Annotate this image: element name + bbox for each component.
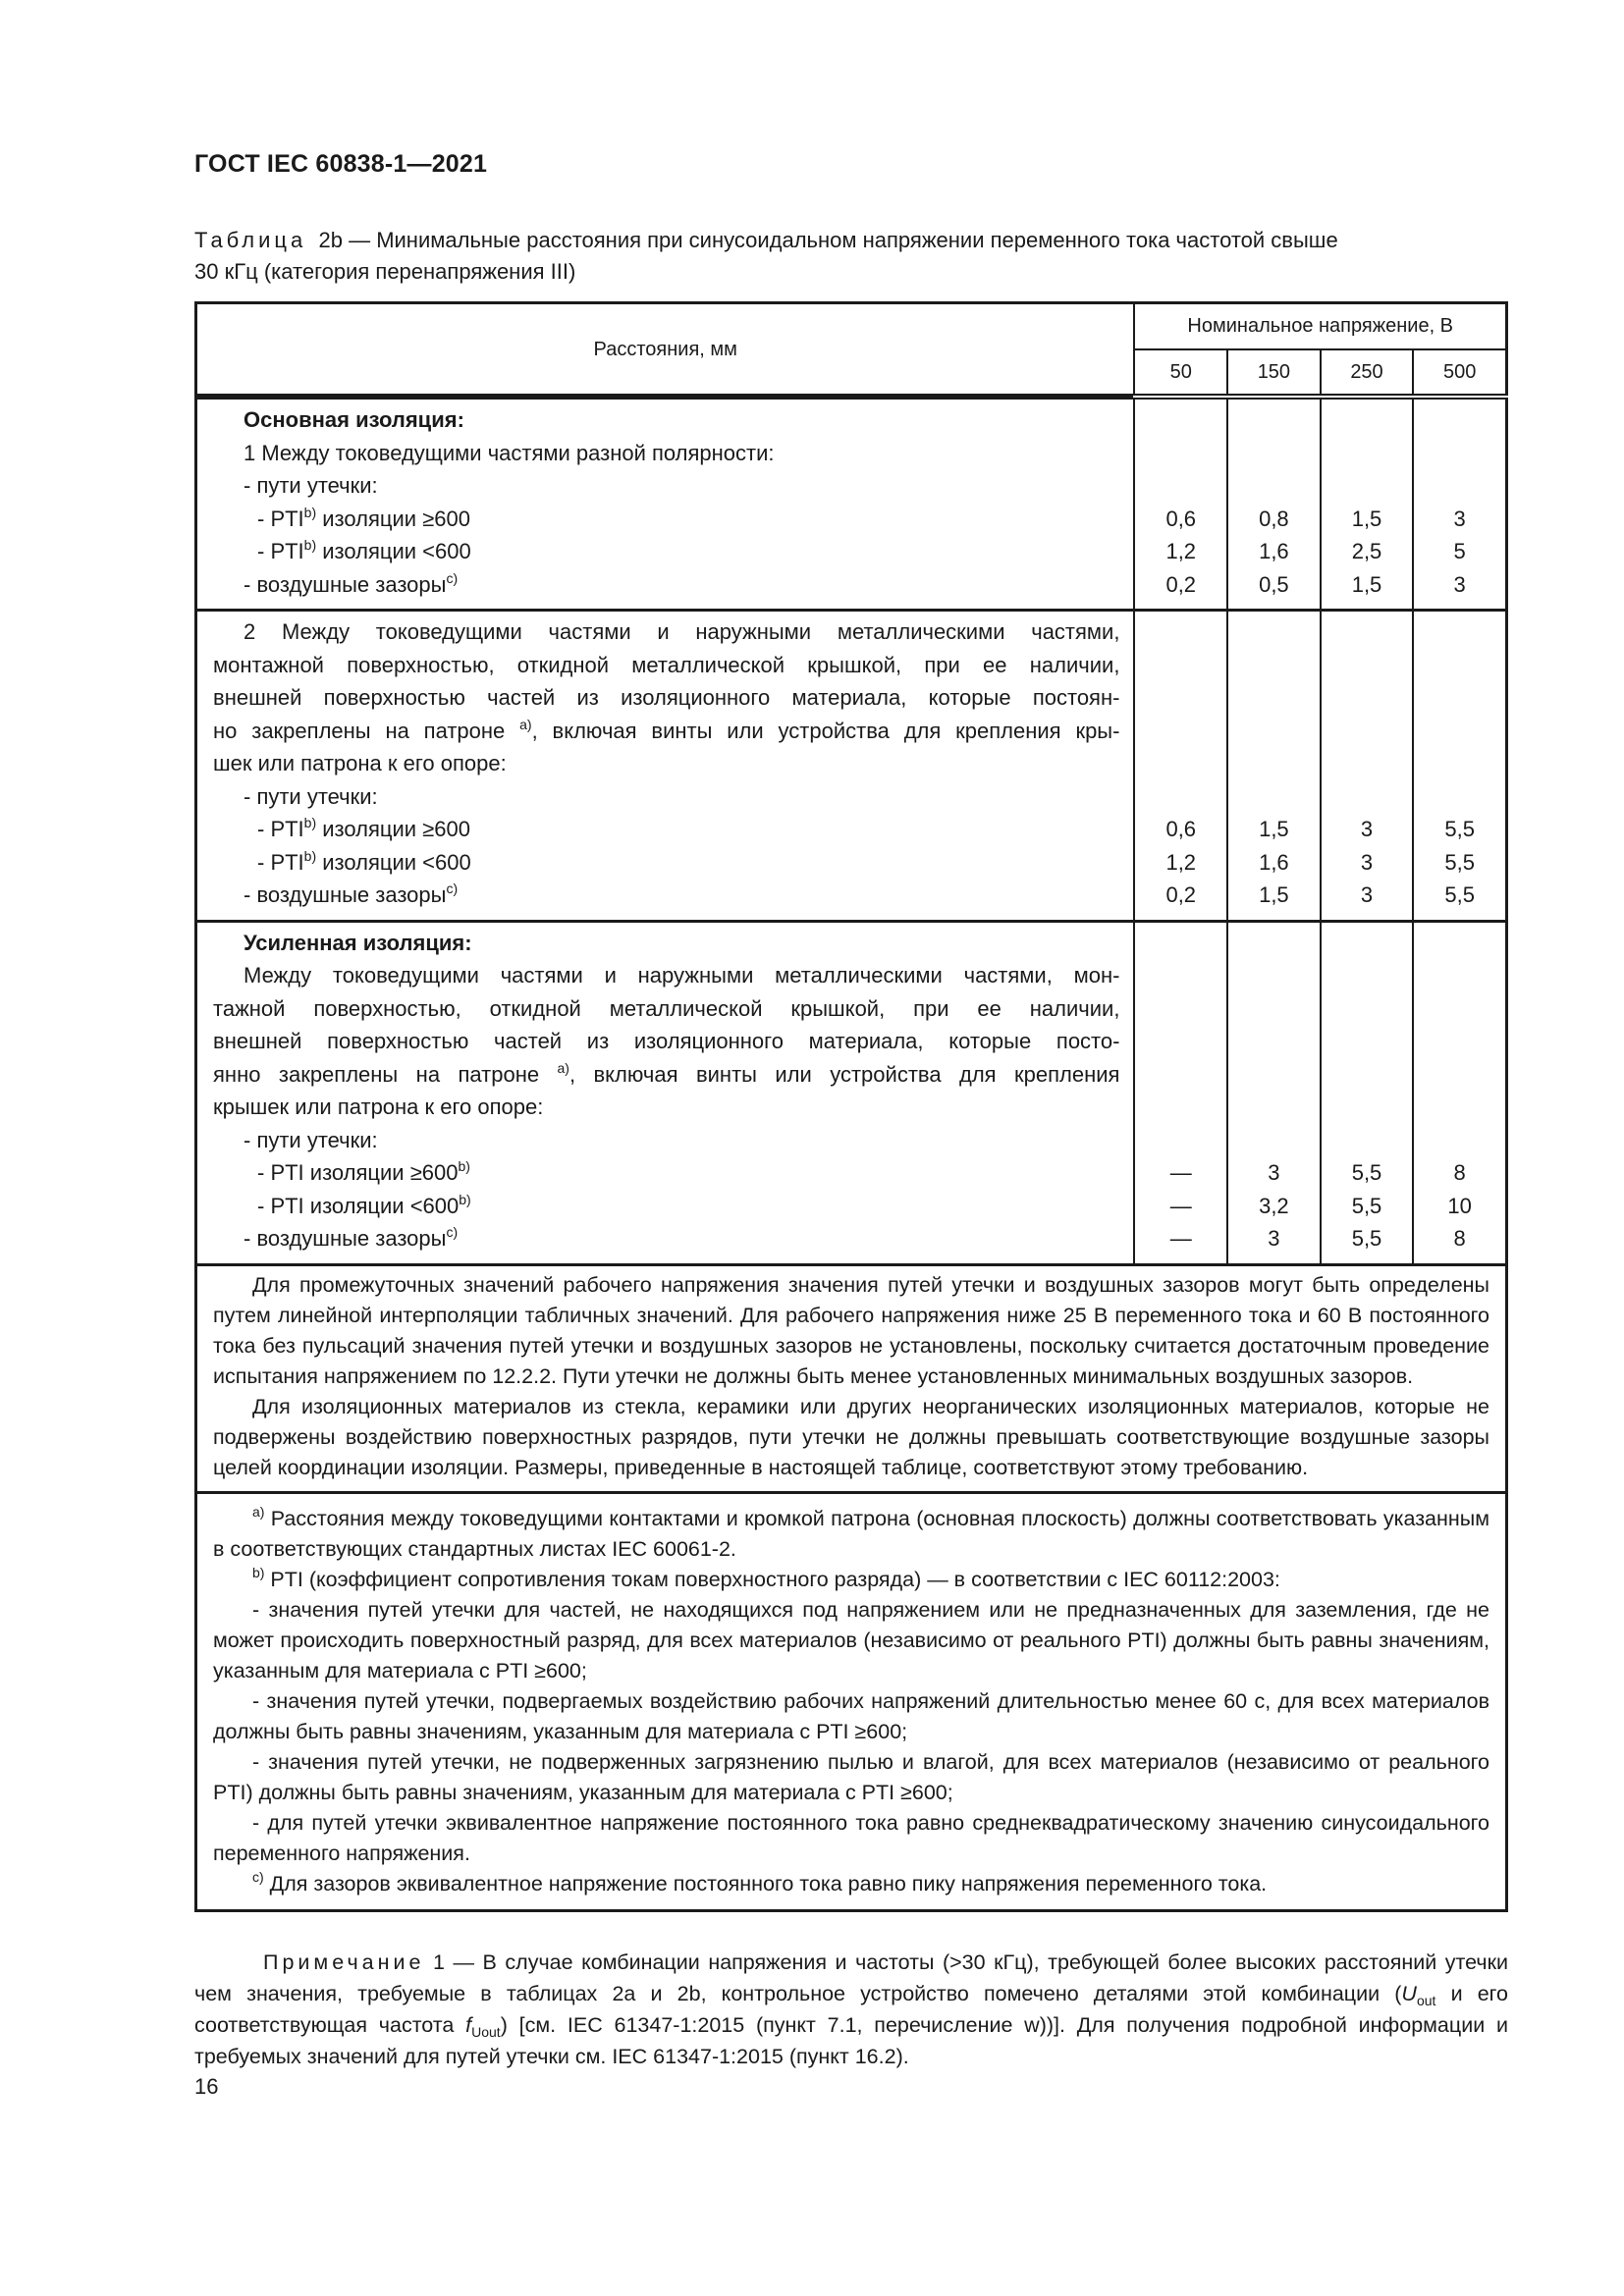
value-cell: 0,5 [1259,571,1289,597]
creepage-label: - пути утечки: [244,473,378,498]
values-50v [1134,397,1227,611]
value-cell: 3 [1360,849,1374,875]
row-label: - воздушные зазоры$^{c)}$ [244,1224,459,1251]
value-cell: 1,5 [1351,571,1382,597]
value-cell: 8 [1453,1160,1466,1185]
row-label: - PTI изоляции $<600^{b)}$ [257,1191,471,1218]
values-250v [1321,921,1414,1264]
header-voltage-group: Номинальное напряжение, В [1134,303,1506,350]
value-cell: 3 [1268,1226,1280,1251]
section-reinforced-insulation [196,921,1507,1264]
value-cell: 5,5 [1444,882,1475,907]
clearance-table [194,301,1508,1912]
page-number: 16 [194,2074,219,2099]
paragraph-line: но закреплены на патроне $^{a)}$, включая винты или устройства для крепления кры- [213,716,1120,743]
row-label: - PTI$^{b)}$ изоляции <600 [257,537,471,563]
value-cell: 3 [1268,1160,1280,1185]
value-cell: 1,5 [1351,506,1382,531]
section-basic-insulation [196,397,1507,611]
section-basic-insulation-external [196,611,1507,922]
table-notes [196,1264,1507,1492]
table-notes-row [196,1264,1507,1492]
header-voltage-250: 250 [1321,349,1414,397]
footnote-a: $^{a)}$ Расстояния между токоведущими контактами и кромкой патрона (основная плоскость) должны соответствовать указанным в соответствующих стандартных листах IEC 60061-2. [213,1503,1489,1561]
value-cell: 1,5 [1259,817,1289,841]
values-500v [1413,397,1506,611]
value-cell: 5 [1453,539,1466,563]
value-cell: 3,2 [1259,1193,1289,1218]
values-150v [1227,921,1321,1264]
section-subtitle: 1 Между токоведущими частями разной полярности: [244,440,775,465]
values-150v [1227,397,1321,611]
section-title: Усиленная изоляция: [244,930,472,955]
values-500v [1413,921,1506,1264]
footnote-b-item: - значения путей утечки, подвергаемых воздействию рабочих напряжений длительностью менее 60 с, для всех материалов должны быть равны значениям, указанным для материала с PTI ≥600; [213,1688,1489,1743]
value-cell: 3 [1453,506,1466,531]
row-label: - воздушные зазоры$^{c)}$ [244,569,459,597]
caption-label: Таблица [194,228,307,252]
header-voltage-50: 50 [1134,349,1227,397]
values-50v [1134,611,1227,922]
value-cell: 3 [1360,882,1374,907]
row-label: - PTI$^{b)}$ изоляции ≥600 [257,504,470,531]
paragraph-line: Между токоведущими частями и наружными металлическими частями, мон- [244,963,1120,988]
value-cell: 0,6 [1165,506,1197,531]
header-distance: Расстояния, мм [196,303,1135,398]
value-cell: 1,5 [1259,882,1289,907]
paragraph-line: внешней поверхностью частей из изоляционного материала, которые постоян- [213,685,1120,710]
row-label: - PTI изоляции $\ge 600^{b)}$ [257,1158,470,1185]
footnote-b-item: - значения путей утечки для частей, не находящихся под напряжением или не предназначенных для заземления, где не может происходить поверхностный разряд, для всех материалов (независимо от реального PTI) должны быть равны значениям, указанным для материала с PTI ≥600; [213,1597,1489,1682]
creepage-label: - пути утечки: [244,783,378,809]
values-250v [1321,611,1414,922]
value-cell: 1,2 [1165,849,1197,875]
value-cell: 0,6 [1165,817,1197,841]
value-cell: 3 [1360,817,1374,841]
value-cell: 5,5 [1351,1226,1382,1251]
paragraph-line: янно закреплены на патроне $^{a)}$, включая винты или устройства для крепления [213,1059,1120,1087]
value-cell: 5,5 [1444,849,1475,875]
section-3-description [196,921,1135,1264]
value-cell: 1,6 [1259,849,1289,875]
paragraph-line: шек или патрона к его опоре: [213,751,507,775]
note-paragraph: Для изоляционных материалов из стекла, керамики или других неорганических изоляционных материалов, которые не подвержены воздействию поверхностных разрядов, пути утечки не должны превышать соответствующие воздушные зазоры целей координации изоляции. Размеры, приведенные в настоящей таблице, соответствуют этому требованию. [213,1394,1489,1479]
section-1-description [196,397,1135,611]
value-cell: 0,8 [1259,506,1289,531]
document-title: ГОСТ IEC 60838-1—2021 [194,150,488,178]
note-1: Примечание 1 — В случае комбинации напряжения и частоты (>30 кГц), требующей более высоких расстояний утечки чем значения, требуемые в таблицах 2a и 2b, контрольное устройство помечено деталями этой комбинации ($U_{out}$ и его соответствующая частота $f_{Uout}$) [см. IEC 61347-1:2015 (пункт 7.1, перечисление w))]. Для получения подробной информации и требуемых значений для путей утечки см. IEC 61347-1:2015 (пункт 16.2). [194,1950,1509,2068]
paragraph-line: внешней поверхностью частей из изоляционного материала, которые посто- [213,1029,1120,1053]
footnote-b-item: - значения путей утечки, не подверженных загрязнению пылью и влагой, для всех материалов (независимо от реального PTI) должны быть равны значениям, указанным для материала с PTI ≥600; [213,1749,1489,1804]
header-voltage-500: 500 [1413,349,1506,397]
note-paragraph: Для промежуточных значений рабочего напряжения значения путей утечки и воздушных зазоров могут быть определены путем линейной интерполяции табличных значений. Для рабочего напряжения ниже 25 В переменного тока и 60 В постоянного тока без пульсаций значения путей утечки и воздушных зазоров не установлены, поскольку считается достаточным проведение испытания напряжением по 12.2.2. Пути утечки не должны быть менее установленных минимальных воздушных зазоров. [213,1272,1489,1388]
value-cell: 3 [1453,571,1466,597]
table-footnotes [196,1492,1507,1910]
value-cell: 2,5 [1351,539,1382,563]
header-voltage-150: 150 [1227,349,1321,397]
value-cell: 0,2 [1165,882,1197,907]
paragraph-line: монтажной поверхностью, откидной металлической крышкой, при ее наличии, [213,652,1120,677]
table-caption [194,225,1520,288]
paragraph-line: 2 Между токоведущими частями и наружными металлическими частями, [244,619,1120,644]
value-cell: — [1169,1193,1192,1218]
value-cell: 5,5 [1351,1160,1382,1185]
value-cell: 5,5 [1444,817,1475,841]
value-cell: 1,6 [1259,539,1289,563]
paragraph-line: крышек или патрона к его опоре: [213,1095,544,1119]
footnote-b: $^{b)}$ PTI (коэффициент сопротивления токам поверхностного разряда) — в соответствии с IEC 60112:2003: [252,1564,1280,1591]
creepage-label: - пути утечки: [244,1127,378,1152]
caption-title-line2: 30 кГц (категория перенапряжения III) [194,259,576,284]
caption-title: 2b — Минимальные расстояния при синусоидальном напряжении переменного тока частотой свыше [318,228,1338,252]
value-cell: 5,5 [1351,1193,1382,1218]
paragraph-line: тажной поверхностью, откидной металлической крышкой, при ее наличии, [213,995,1120,1021]
footnote-b-item: - для путей утечки эквивалентное напряжение постоянного тока равно среднеквадратическому значению синусоидального переменного напряжения. [213,1810,1489,1865]
row-label: - PTI$^{b)}$ изоляции <600 [257,847,471,875]
footnote-c: $^{c)}$ Для зазоров эквивалентное напряжение постоянного тока равно пику напряжения переменного тока. [252,1868,1268,1896]
value-cell: 1,2 [1165,539,1197,563]
row-label: - воздушные зазоры$^{c)}$ [244,881,459,907]
value-cell: 8 [1453,1226,1466,1251]
section-title: Основная изоляция: [244,407,464,432]
section-2-description [196,611,1135,922]
value-cell: 0,2 [1165,571,1197,597]
note-label: Примечание [263,1950,425,1974]
value-cell: — [1169,1160,1192,1185]
row-label: - PTI$^{b)}$ изоляции ≥600 [257,815,470,841]
value-cell: 10 [1447,1193,1472,1218]
values-50v [1134,921,1227,1264]
values-500v [1413,611,1506,922]
value-cell: — [1169,1226,1192,1251]
table-footnotes-row [196,1492,1507,1910]
values-150v [1227,611,1321,922]
values-250v [1321,397,1414,611]
